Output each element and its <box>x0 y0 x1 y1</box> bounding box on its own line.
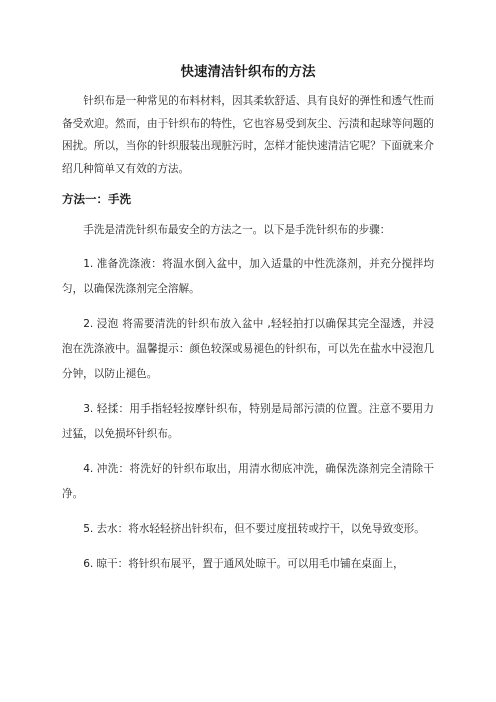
step-number: 3. <box>83 402 94 415</box>
step-item-4 <box>62 457 434 507</box>
step-text: 冲洗：将洗好的针织布取出，用清水彻底冲洗，确保洗涤剂完全清除干净。 <box>62 462 434 500</box>
step-number: 4. <box>83 462 94 475</box>
step-number: 5. <box>83 522 94 535</box>
step-item-3 <box>62 397 434 447</box>
section-lead-paragraph: 手洗是清洗针织布最安全的方法之一。以下是手洗针织布的步骤： <box>83 224 391 236</box>
step-text: 轻揉：用手指轻轻按摩针织布，特别是局部污渍的位置。注意不要用力过猛，以免损坏针织布。 <box>62 402 434 440</box>
document-title: 快速清洁针织布的方法 <box>180 64 316 80</box>
step-text: 准备洗涤液：将温水倒入盆中，加入适量的中性洗涤剂，并充分搅拌均匀，以确保洗涤剂完全溶解。 <box>62 257 434 295</box>
step-item-5 <box>62 517 434 542</box>
step-item-6 <box>62 552 434 577</box>
step-text: 晾干：将针织布展平，置于通风处晾干。可以用毛巾铺在桌面上， <box>96 557 404 570</box>
step-number: 2. <box>83 317 94 330</box>
section-heading-hand-wash: 方法一：手洗 <box>62 192 131 206</box>
step-text: 浸泡 将需要清洗的针织布放入盆中 ,轻轻拍打以确保其完全湿透，并浸泡在洗涤液中。温馨提示：颜色较深或易褪色的针织布，可以先在盐水中浸泡几分钟，以防止褪色。 <box>62 317 434 380</box>
step-text: 去水：将水轻轻挤出针织布，但不要过度扭转或拧干，以免导致变形。 <box>96 522 425 535</box>
step-number: 1. <box>83 257 94 270</box>
step-item-2 <box>62 312 434 387</box>
step-number: 6. <box>83 557 94 570</box>
intro-paragraph: 针织布是一种常见的布料材料，因其柔软舒适、具有良好的弹性和透气性而备受欢迎。然而，由于针织布的特性，它也容易受到灰尘、污渍和起球等问题的困扰。所以，当你的针织服装出现脏污时，怎样才能快速清洁它呢？下面就来介绍几种简单又有效的方法。 <box>62 95 434 175</box>
step-item-1 <box>62 252 434 302</box>
